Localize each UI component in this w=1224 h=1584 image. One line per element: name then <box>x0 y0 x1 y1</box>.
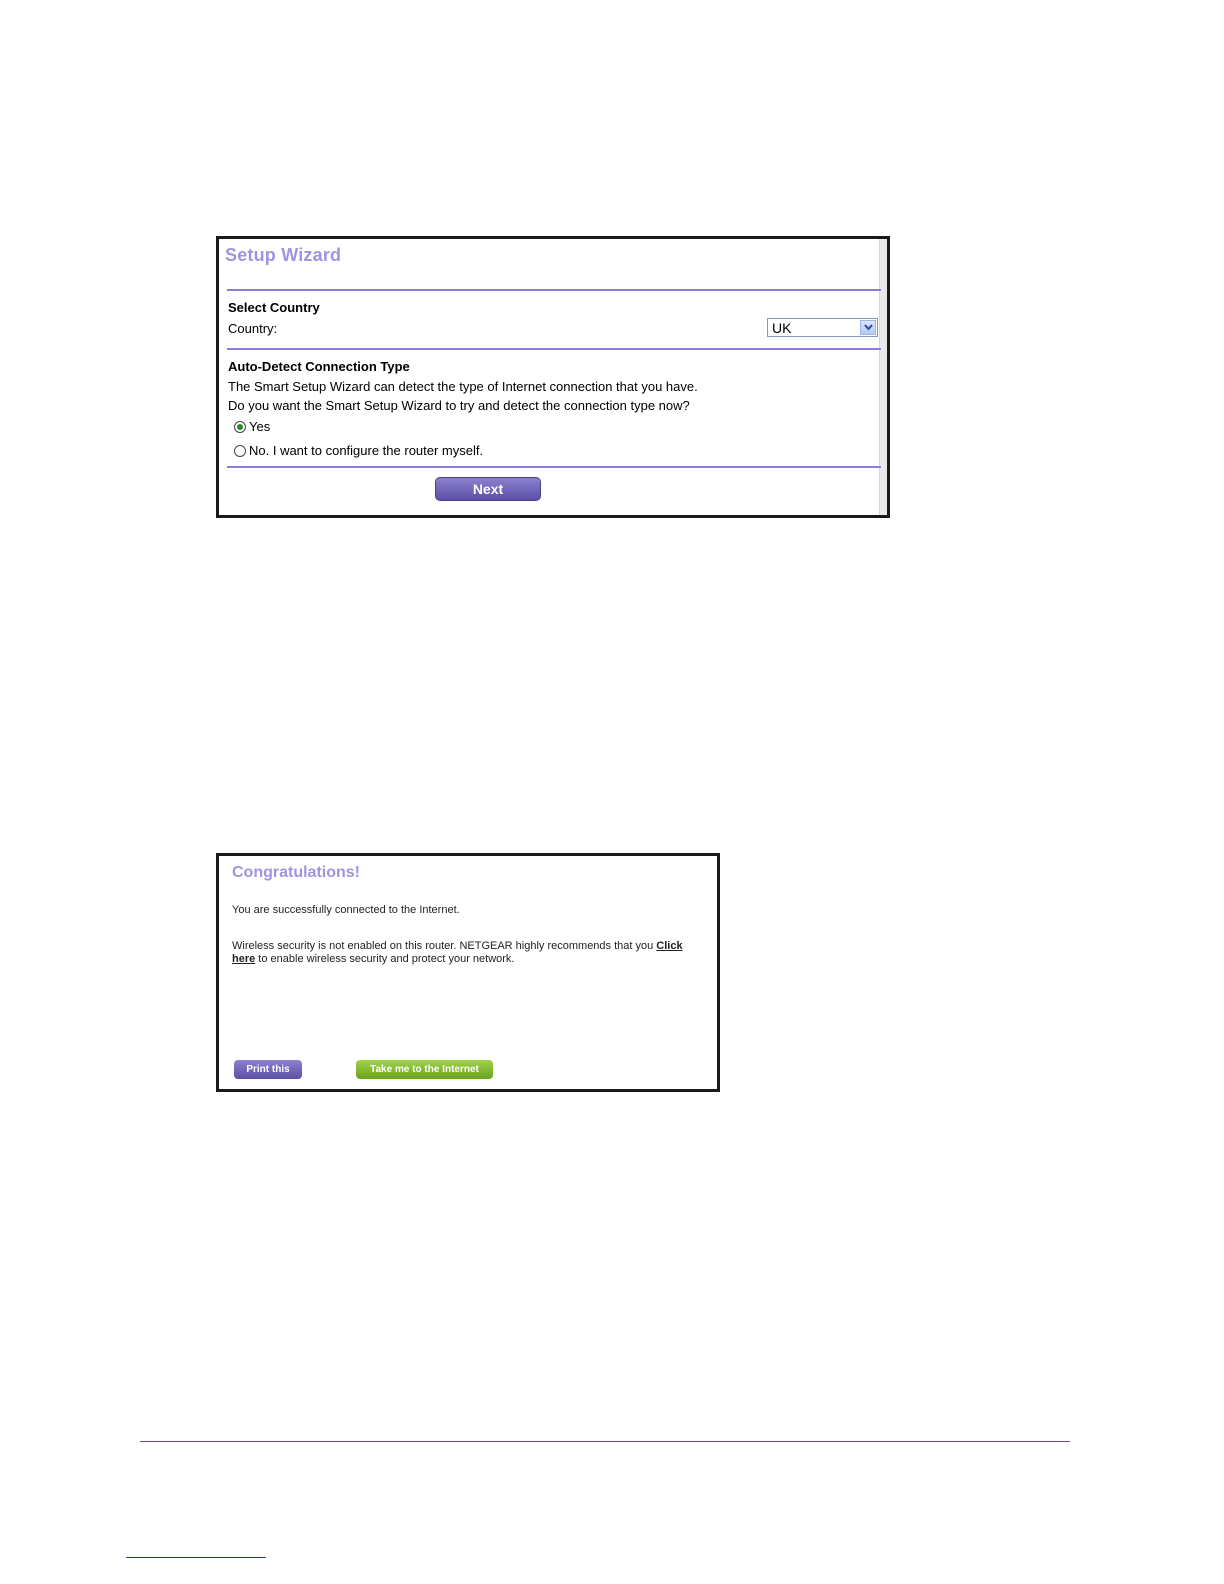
security-message <box>232 940 710 966</box>
divider <box>227 466 881 468</box>
country-select[interactable] <box>767 318 878 337</box>
divider <box>227 348 881 350</box>
here-link[interactable]: here <box>232 953 256 965</box>
congratulations-panel <box>216 853 720 1092</box>
footer-divider <box>140 1441 1070 1442</box>
country-label: Country: <box>228 321 278 336</box>
next-button[interactable]: Next <box>435 477 541 501</box>
chevron-down-icon[interactable] <box>860 320 876 335</box>
divider <box>227 289 881 291</box>
radio-button-no[interactable] <box>234 445 246 457</box>
auto-detect-question: Do you want the Smart Setup Wizard to try and detect the connection type now? <box>228 398 690 413</box>
congratulations-title: Congratulations! <box>232 864 360 881</box>
radio-label-yes: Yes <box>249 419 271 434</box>
radio-button-yes[interactable] <box>234 421 246 433</box>
radio-label-no: No. I want to configure the router myself. <box>249 443 484 458</box>
wizard-title: Setup Wizard <box>225 245 342 265</box>
radio-option-yes[interactable] <box>234 419 270 434</box>
setup-wizard-panel <box>216 236 890 518</box>
take-me-to-internet-button[interactable]: Take me to the Internet <box>356 1060 493 1079</box>
auto-detect-description: The Smart Setup Wizard can detect the type of Internet connection that you have. <box>228 379 698 394</box>
country-select-value: UK <box>772 320 792 336</box>
click-link[interactable]: Click <box>656 940 683 952</box>
connected-message: You are successfully connected to the Internet. <box>232 904 460 916</box>
select-country-heading: Select Country <box>228 300 320 315</box>
security-message-tail: to enable wireless security and protect your network. <box>255 953 515 965</box>
footer-link-underline <box>126 1557 266 1558</box>
radio-option-no[interactable] <box>234 443 483 458</box>
security-message-text: Wireless security is not enabled on this router. NETGEAR highly recommends that you <box>232 940 657 952</box>
print-button[interactable]: Print this <box>234 1060 302 1079</box>
auto-detect-heading: Auto-Detect Connection Type <box>228 359 410 374</box>
panel-scroll-edge <box>879 239 887 515</box>
